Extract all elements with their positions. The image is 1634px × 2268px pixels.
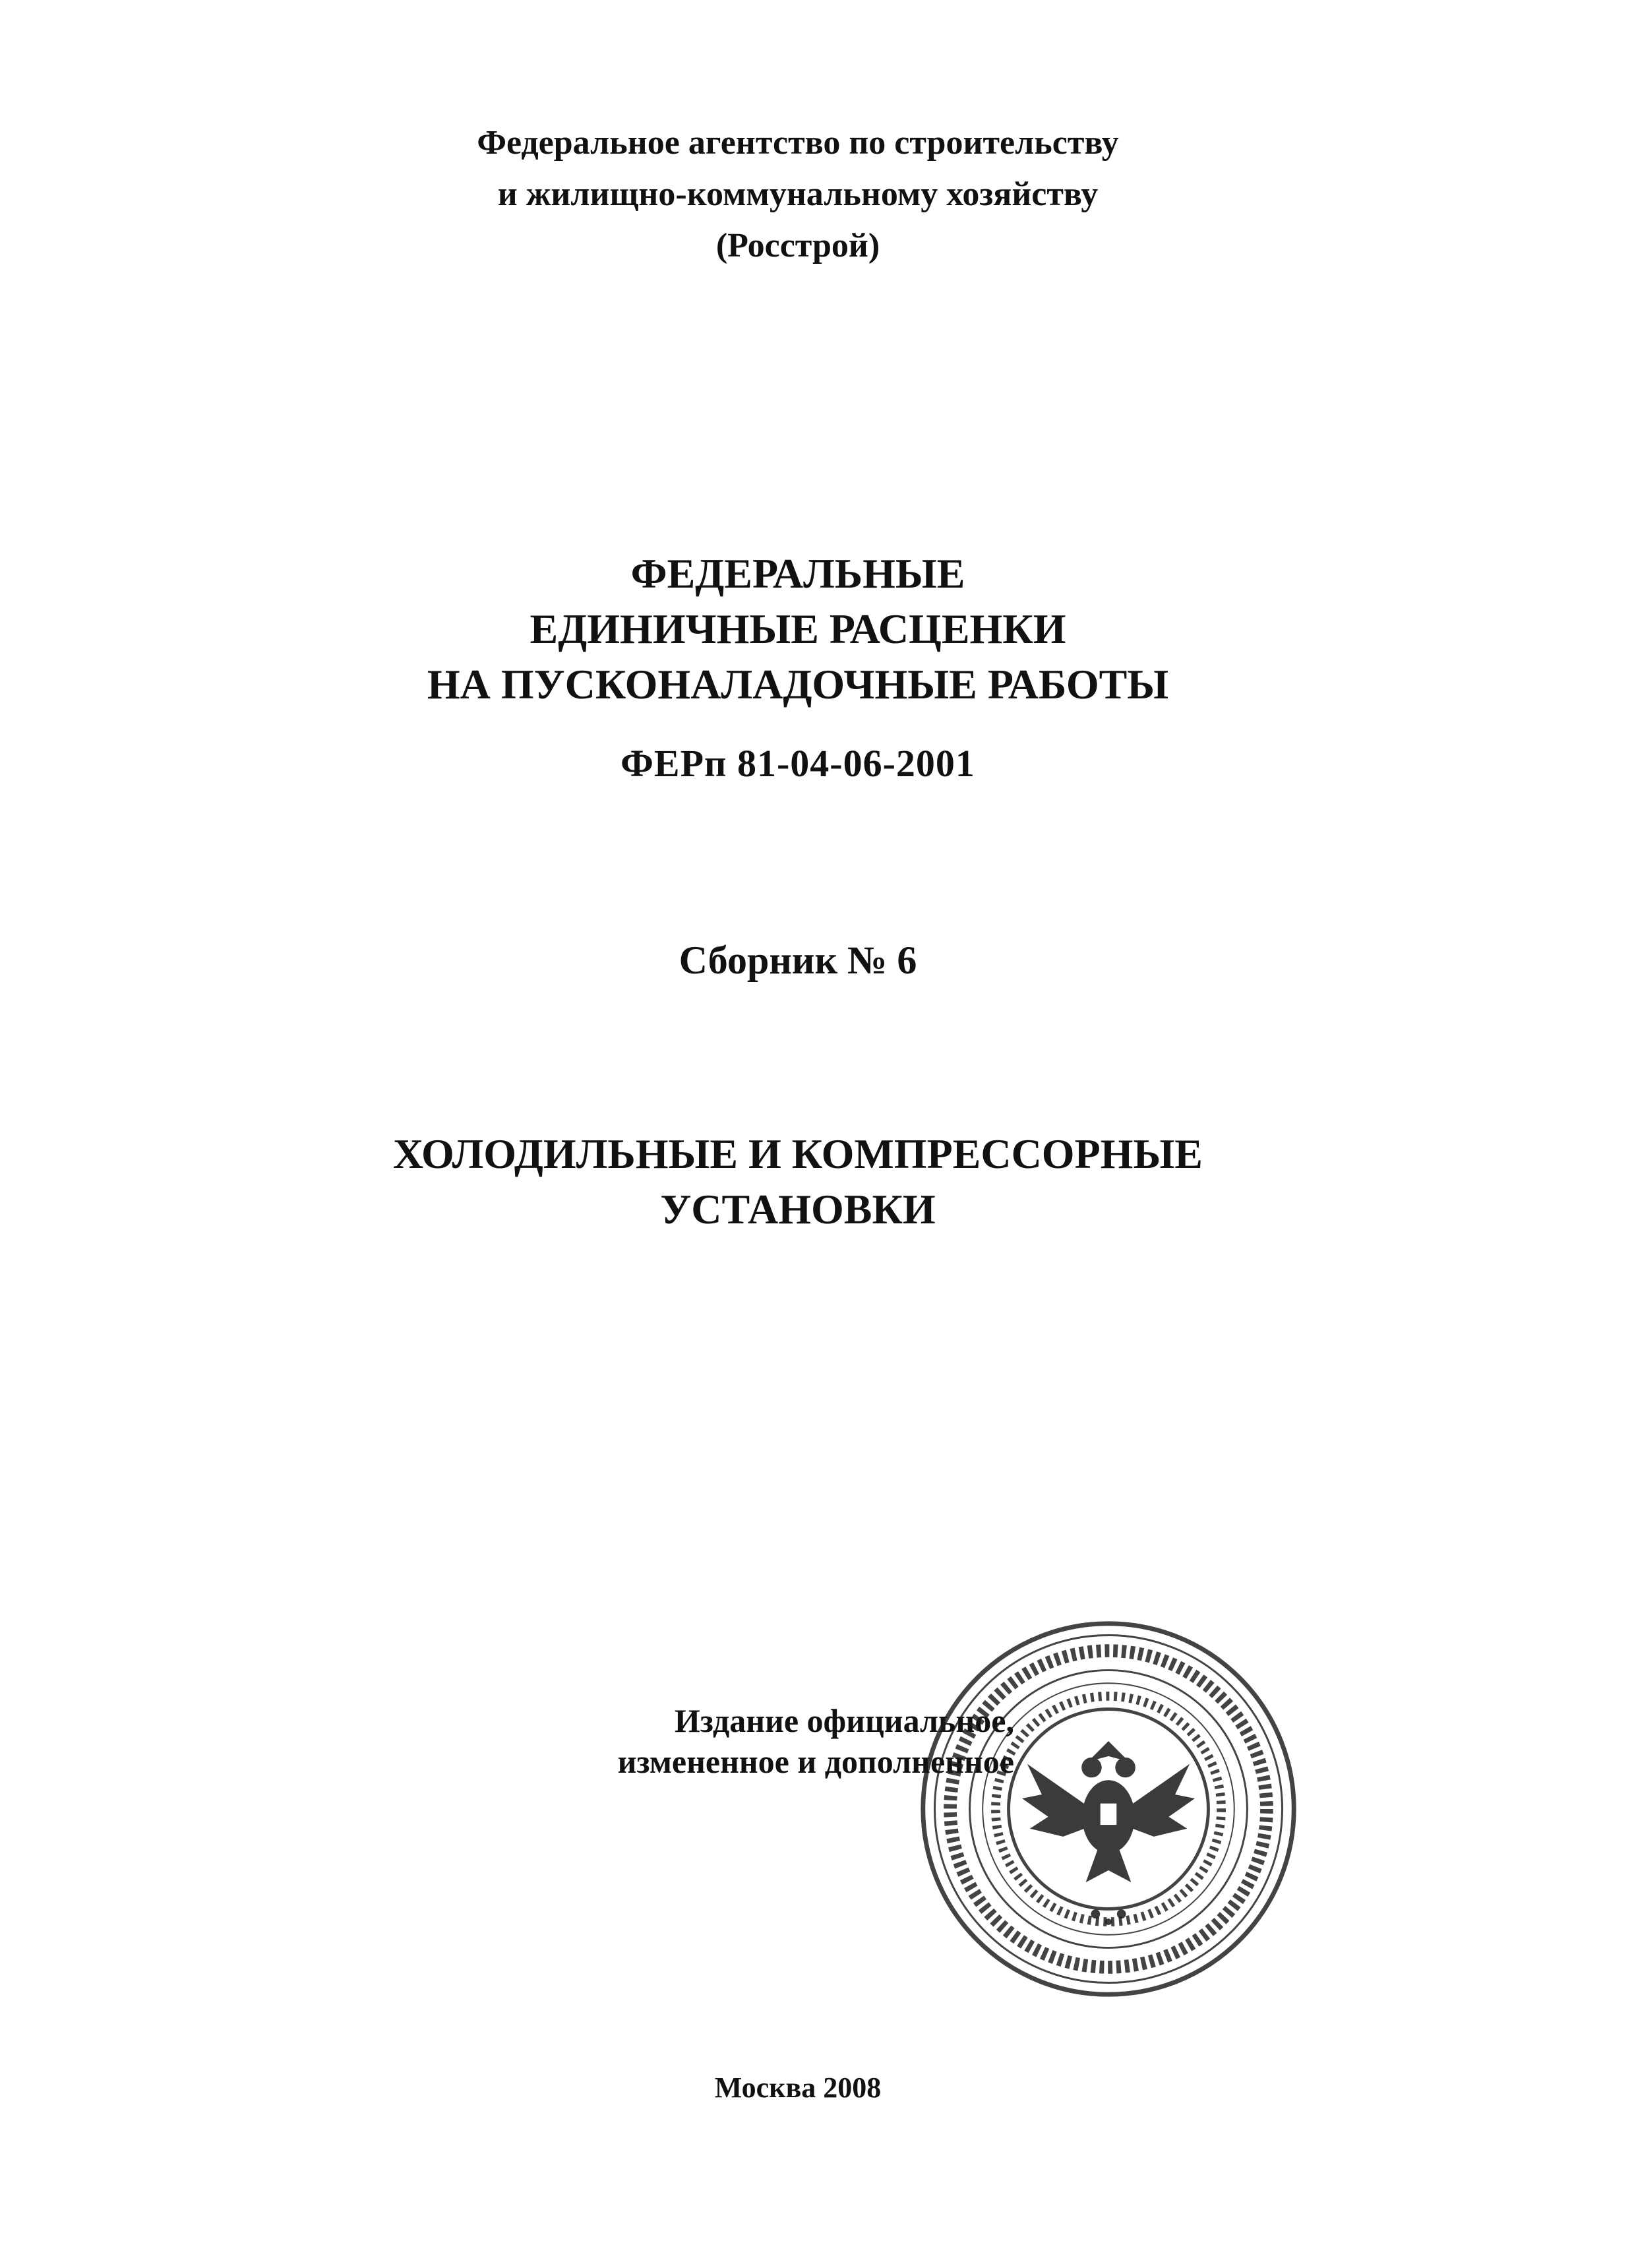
publisher-block (0, 117, 1596, 272)
document-title (0, 546, 1596, 712)
double-headed-eagle-icon (1023, 1742, 1194, 1882)
title-line-2: ЕДИНИЧНЫЕ РАСЦЕНКИ (530, 605, 1066, 652)
section-line-2: УСТАНОВКИ (660, 1186, 936, 1233)
edition-line-2: измененное и дополненное (617, 1743, 1014, 1780)
official-seal-stamp (914, 1614, 1303, 2004)
publisher-line-1: Федеральное агентство по строительству (477, 124, 1119, 162)
document-code: ФЕРп 81-04-06-2001 (620, 742, 975, 785)
title-line-1: ФЕДЕРАЛЬНЫЕ (630, 550, 965, 597)
edition-line-1: Издание официальное, (674, 1702, 1014, 1739)
imprint-city-year: Москва 2008 (714, 2071, 882, 2104)
publisher-line-3: (Росстрой) (715, 227, 880, 264)
collection-number: Сборник № 6 (679, 938, 917, 982)
title-line-3: НА ПУСКОНАЛАДОЧНЫЕ РАБОТЫ (427, 661, 1169, 708)
section-line-1: ХОЛОДИЛЬНЫЕ И КОМПРЕССОРНЫЕ (393, 1130, 1203, 1177)
section-title (0, 1126, 1596, 1237)
publisher-line-2: и жилищно-коммунальному хозяйству (497, 175, 1099, 213)
